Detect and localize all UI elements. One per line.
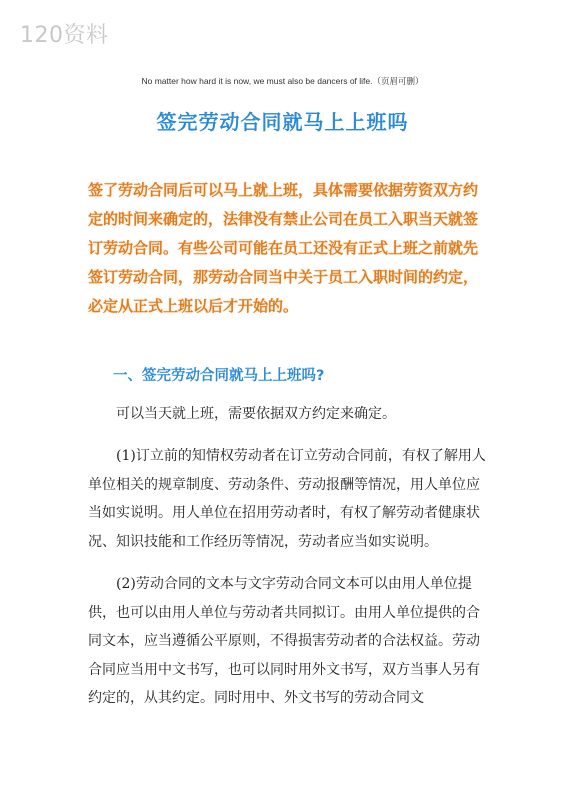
section-heading: 一、签完劳动合同就马上上班吗? [113,368,325,384]
document-title: 签完劳动合同就马上上班吗 [156,110,409,134]
body-paragraph-1: 可以当天就上班，需要依据双方约定来确定。 [116,406,396,422]
watermark-logo: 120资料 [20,23,109,48]
page-header: No matter how hard it is now, we must also be dancers of life.（页眉可删） [141,76,424,86]
body-paragraph-3: (2)劳动合同的文本与文字劳动合同文本可以由用人单位提供，也可以由用人单位与劳动者共同拟订。由用人单位提供的合同文本，应当遵循公平原则，不得损害劳动者的合法权益。劳动合同应当用中文书写，也可以同时用外文书写，双方当事人另有约定的，从其约定。同时用中、外文书写的劳动合同文 [88,576,480,706]
intro-paragraph: 签了劳动合同后可以马上就上班，具体需要依据劳资双方约定的时间来确定的，法律没有禁止公司在员工入职当天就签订劳动合同。有些公司可能在员工还没有正式上班之前就先签订劳动合同，那劳动合同当中关于员工入职时间的约定，必定从正式上班以后才开始的。 [88,181,479,315]
body-paragraph-2: (1)订立前的知情权劳动者在订立劳动合同前，有权了解用人单位相关的规章制度、劳动条件、劳动报酬等情况，用人单位应当如实说明。用人单位在招用劳动者时，有权了解劳动者健康状况、知识技能和工作经历等情况，劳动者应当如实说明。 [88,448,486,550]
